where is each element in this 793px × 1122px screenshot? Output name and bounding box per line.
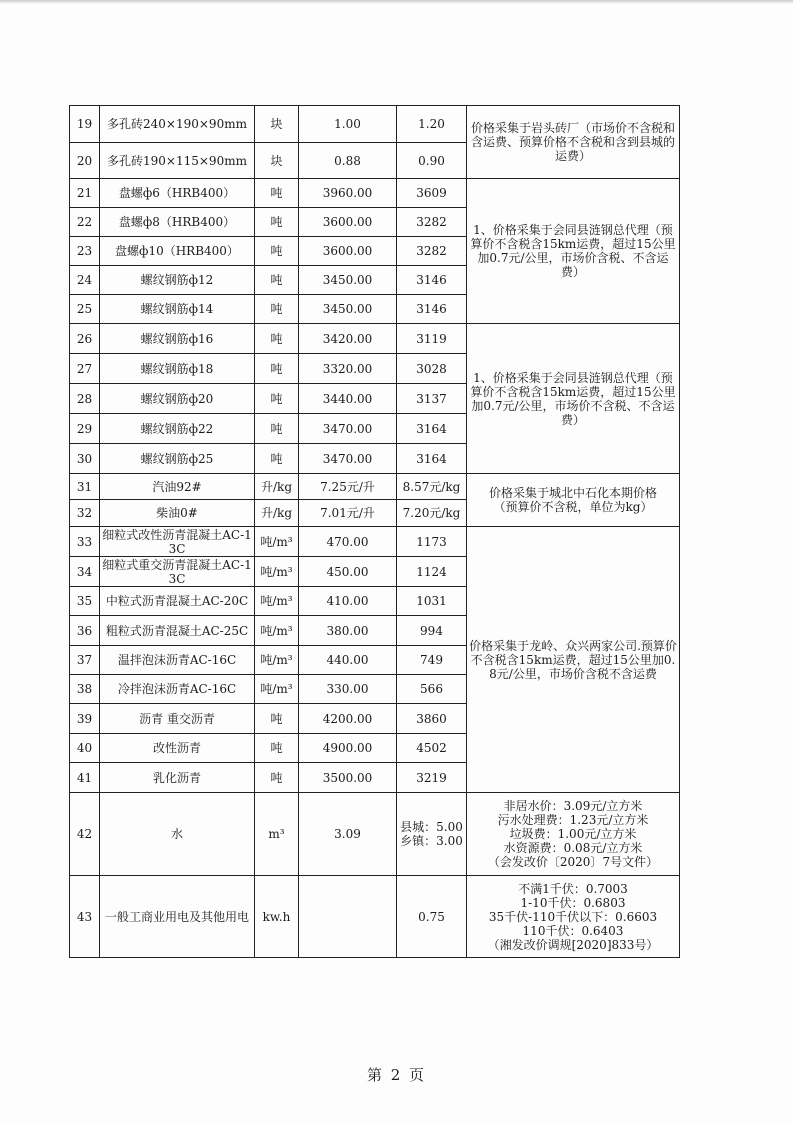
unit: 吨 — [255, 295, 299, 324]
market-price: 3282 — [397, 208, 467, 237]
material-name: 盘螺ф10（HRB400） — [100, 237, 255, 266]
material-name: 螺纹钢筋ф22 — [100, 414, 255, 444]
market-price: 3609 — [397, 179, 467, 208]
unit: 升/kg — [255, 500, 299, 527]
budget-price: 3500.00 — [299, 763, 397, 793]
material-name: 水 — [100, 793, 255, 876]
table-row — [70, 793, 680, 876]
budget-price: 3.09 — [299, 793, 397, 876]
row-number: 29 — [70, 414, 100, 444]
row-number: 33 — [70, 527, 100, 557]
remark-line: （湘发改价调规[2020]833号） — [487, 937, 659, 952]
market-price: 7.20元/kg — [397, 500, 467, 527]
row-number: 27 — [70, 354, 100, 384]
row-number: 20 — [70, 143, 100, 179]
budget-price: 470.00 — [299, 527, 397, 557]
unit: 吨 — [255, 324, 299, 354]
material-name: 螺纹钢筋ф20 — [100, 384, 255, 414]
budget-price: 1.00 — [299, 106, 397, 143]
remark-rebar1: 1、价格采集于会同县涟钢总代理（预算价不含税含15km运费，超过15公里加0.7元/公里，市场价含税、不含运费） — [467, 179, 680, 324]
row-number: 36 — [70, 616, 100, 646]
unit: 吨/m³ — [255, 616, 299, 646]
material-name: 乳化沥青 — [100, 763, 255, 793]
budget-price: 7.01元/升 — [299, 500, 397, 527]
budget-price: 3420.00 — [299, 324, 397, 354]
unit: 吨/m³ — [255, 646, 299, 675]
material-name: 盘螺ф8（HRB400） — [100, 208, 255, 237]
row-number: 38 — [70, 675, 100, 704]
row-number: 37 — [70, 646, 100, 675]
unit: kw.h — [255, 876, 299, 958]
budget-price: 3320.00 — [299, 354, 397, 384]
market-price: 3146 — [397, 295, 467, 324]
unit: 吨/m³ — [255, 675, 299, 704]
market-price: 3164 — [397, 444, 467, 474]
material-name: 中粒式沥青混凝土AC-20C — [100, 587, 255, 616]
table-row — [70, 179, 680, 208]
unit: 吨/m³ — [255, 527, 299, 557]
remark-line: （预算价不含税，单位为kg） — [493, 500, 653, 514]
budget-price: 410.00 — [299, 587, 397, 616]
row-number: 40 — [70, 734, 100, 763]
budget-price: 3440.00 — [299, 384, 397, 414]
budget-price: 450.00 — [299, 557, 397, 587]
remark-line: 水资源费：0.08元/立方米 — [503, 841, 643, 855]
unit: 块 — [255, 143, 299, 179]
unit: 吨 — [255, 179, 299, 208]
budget-price: 330.00 — [299, 675, 397, 704]
row-number: 43 — [70, 876, 100, 958]
row-number: 22 — [70, 208, 100, 237]
market-price: 3119 — [397, 324, 467, 354]
unit: m³ — [255, 793, 299, 876]
market-price: 1.20 — [397, 106, 467, 143]
material-name: 冷拌泡沫沥青AC-16C — [100, 675, 255, 704]
market-price: 749 — [397, 646, 467, 675]
remark-line: 价格采集于城北中石化本期价格 — [488, 486, 657, 500]
material-name: 盘螺ф6（HRB400） — [100, 179, 255, 208]
market-price: 3028 — [397, 354, 467, 384]
material-name: 螺纹钢筋ф18 — [100, 354, 255, 384]
market-price: 566 — [397, 675, 467, 704]
remark-line: 不满1千伏：0.7003 — [518, 881, 628, 896]
remark-line: （会发改价〔2020〕7号文件） — [487, 855, 659, 869]
market-price: 3219 — [397, 763, 467, 793]
market-price: 3282 — [397, 237, 467, 266]
row-number: 39 — [70, 704, 100, 734]
row-number: 32 — [70, 500, 100, 527]
market-price: 0.90 — [397, 143, 467, 179]
market-price — [397, 793, 467, 876]
material-name: 螺纹钢筋ф25 — [100, 444, 255, 474]
unit: 吨/m³ — [255, 587, 299, 616]
material-name: 多孔砖190×115×90mm — [100, 143, 255, 179]
unit: 吨 — [255, 414, 299, 444]
unit: 吨 — [255, 734, 299, 763]
remark-line: 35千伏-110千伏以下：0.6603 — [488, 909, 658, 924]
material-name: 汽油92# — [100, 474, 255, 500]
market-price-line: 乡镇：3.00 — [400, 834, 463, 848]
market-price: 1031 — [397, 587, 467, 616]
unit: 升/kg — [255, 474, 299, 500]
row-number: 24 — [70, 266, 100, 295]
market-price: 4502 — [397, 734, 467, 763]
remark-power — [467, 876, 680, 958]
price-table — [69, 105, 680, 958]
row-number: 25 — [70, 295, 100, 324]
table-row — [70, 106, 680, 143]
material-name: 柴油0# — [100, 500, 255, 527]
material-name: 温拌泡沫沥青AC-16C — [100, 646, 255, 675]
row-number: 41 — [70, 763, 100, 793]
row-number: 28 — [70, 384, 100, 414]
remark-fuel — [467, 474, 680, 527]
row-number: 30 — [70, 444, 100, 474]
material-name: 一般工商业用电及其他用电 — [100, 876, 255, 958]
unit: 吨 — [255, 763, 299, 793]
remark-line: 污水处理费：1.23元/立方米 — [497, 813, 649, 827]
material-name: 细粒式改性沥青混凝土AC-13C — [100, 527, 255, 557]
remark-asphalt: 价格采集于龙岭、众兴两家公司.预算价不含税含15km运费，超过15公里加0.8元/公里，市场价含税不含运费 — [467, 527, 680, 793]
material-name: 多孔砖240×190×90mm — [100, 106, 255, 143]
row-number: 19 — [70, 106, 100, 143]
table-row — [70, 474, 680, 500]
market-price: 3146 — [397, 266, 467, 295]
page-number: 第 2 页 — [366, 1066, 427, 1084]
unit: 吨 — [255, 384, 299, 414]
budget-price: 4900.00 — [299, 734, 397, 763]
row-number: 42 — [70, 793, 100, 876]
market-price: 1124 — [397, 557, 467, 587]
budget-price: 0.88 — [299, 143, 397, 179]
budget-price: 3450.00 — [299, 266, 397, 295]
row-number: 34 — [70, 557, 100, 587]
budget-price: 380.00 — [299, 616, 397, 646]
budget-price: 3450.00 — [299, 295, 397, 324]
budget-price: 7.25元/升 — [299, 474, 397, 500]
remark-line: 1-10千伏：0.6803 — [520, 895, 626, 910]
material-name: 螺纹钢筋ф16 — [100, 324, 255, 354]
unit: 吨 — [255, 208, 299, 237]
unit: 吨 — [255, 266, 299, 295]
unit: 吨 — [255, 444, 299, 474]
unit: 吨 — [255, 354, 299, 384]
table-row — [70, 876, 680, 958]
budget-price: 3600.00 — [299, 208, 397, 237]
budget-price: 3960.00 — [299, 179, 397, 208]
remark-rebar2: 1、价格采集于会同县涟钢总代理（预算价不含税含15km运费，超过15公里加0.7元/公里，市场价不含税、不含运费） — [467, 324, 680, 474]
table-row — [70, 527, 680, 557]
market-price: 994 — [397, 616, 467, 646]
unit: 块 — [255, 106, 299, 143]
unit: 吨 — [255, 704, 299, 734]
market-price: 0.75 — [397, 876, 467, 958]
budget-price: 3600.00 — [299, 237, 397, 266]
row-number: 35 — [70, 587, 100, 616]
remark-line: 110千伏：0.6403 — [522, 923, 624, 938]
row-number: 23 — [70, 237, 100, 266]
budget-price: 3470.00 — [299, 444, 397, 474]
material-name: 螺纹钢筋ф14 — [100, 295, 255, 324]
table-row — [70, 324, 680, 354]
material-name: 沥青 重交沥青 — [100, 704, 255, 734]
budget-price: 440.00 — [299, 646, 397, 675]
unit: 吨 — [255, 237, 299, 266]
material-name: 改性沥青 — [100, 734, 255, 763]
row-number: 31 — [70, 474, 100, 500]
budget-price — [299, 876, 397, 958]
unit: 吨/m³ — [255, 557, 299, 587]
scan-edge — [0, 0, 793, 4]
remark-water — [467, 793, 680, 876]
market-price: 3860 — [397, 704, 467, 734]
market-price-line: 县城：5.00 — [400, 820, 463, 834]
market-price: 1173 — [397, 527, 467, 557]
row-number: 21 — [70, 179, 100, 208]
remark-line: 非居水价：3.09元/立方米 — [503, 799, 643, 813]
budget-price: 4200.00 — [299, 704, 397, 734]
remark-line: 垃圾费：1.00元/立方米 — [509, 827, 637, 841]
row-number: 26 — [70, 324, 100, 354]
budget-price: 3470.00 — [299, 414, 397, 444]
market-price: 8.57元/kg — [397, 474, 467, 500]
material-name: 粗粒式沥青混凝土AC-25C — [100, 616, 255, 646]
remark-brick: 价格采集于岩头砖厂（市场价不含税和含运费、预算价格不含税和含到县城的运费） — [467, 106, 680, 179]
market-price: 3137 — [397, 384, 467, 414]
material-name: 细粒式重交沥青混凝土AC-13C — [100, 557, 255, 587]
material-name: 螺纹钢筋ф12 — [100, 266, 255, 295]
market-price: 3164 — [397, 414, 467, 444]
